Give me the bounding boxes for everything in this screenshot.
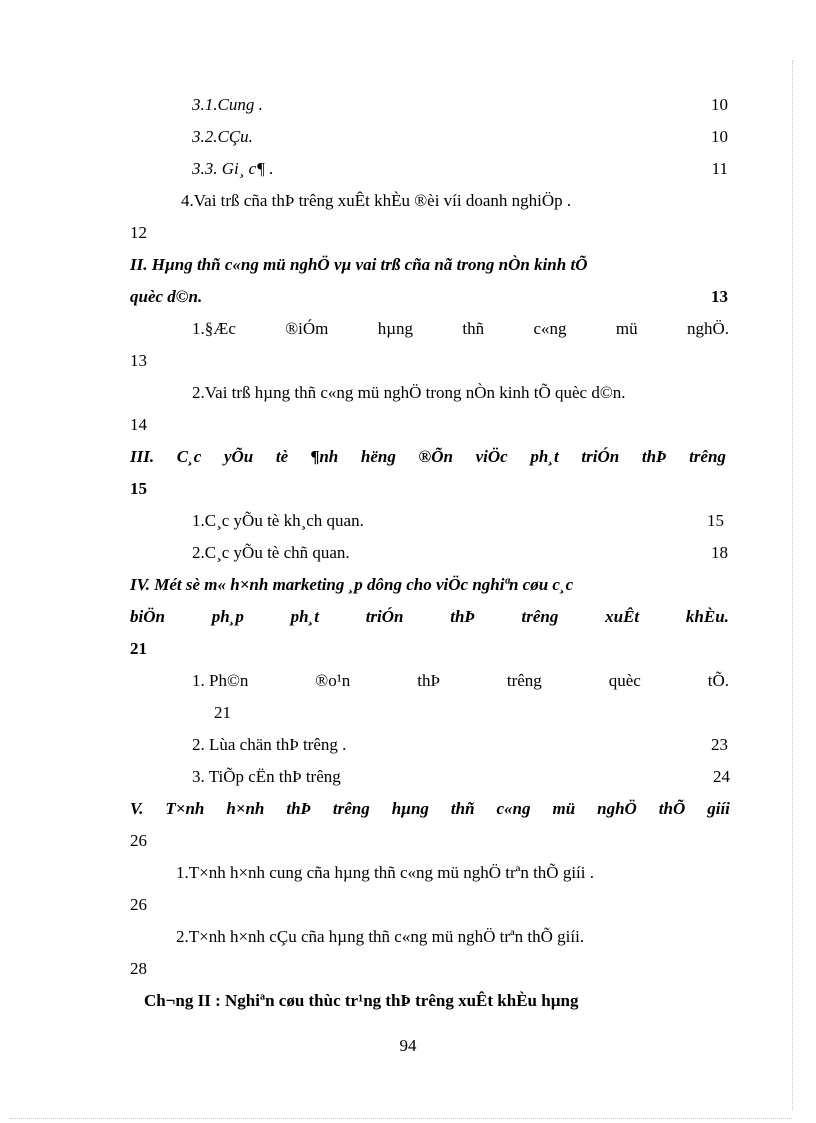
- page-border-right: [792, 60, 793, 1110]
- toc-section-iv-page: 21: [130, 639, 147, 658]
- page-number: 94: [399, 1036, 417, 1055]
- word: biÖn: [130, 607, 165, 626]
- toc-page-4: 12: [130, 223, 147, 242]
- toc-entry-ii-1: [192, 319, 729, 339]
- word: xuÊt: [605, 607, 640, 626]
- word: ®Õn: [418, 447, 453, 466]
- toc-page-iv-1: 21: [214, 703, 231, 722]
- word: mü: [552, 799, 576, 818]
- word: V.: [130, 799, 144, 818]
- toc-page-v-1: 26: [130, 895, 147, 914]
- word: C¸c: [176, 447, 202, 466]
- toc-entry-4: 4.Vai trß cña thÞ trêng xuÊt khÈu ®èi víi doanh nghiÖp .: [181, 191, 572, 210]
- word: nghÖ.: [686, 319, 729, 338]
- toc-page-v-2: 28: [130, 959, 147, 978]
- word: thñ: [450, 799, 475, 818]
- toc-section-iv-line2: [130, 607, 729, 627]
- toc-section-v: [130, 799, 730, 819]
- word: ph¸t: [530, 447, 559, 466]
- word: hëng: [360, 447, 396, 466]
- word: thñ: [462, 319, 485, 338]
- toc-section-iv-line1: IV. Mét sè m« h×nh marketing ¸p dông cho viÖc nghiªn cøu c¸c: [130, 575, 574, 594]
- word: c«ng: [533, 319, 567, 338]
- word: ph¸t: [290, 607, 319, 626]
- toc-entry-v-1: 1.T×nh h×nh cung cña hµng thñ c«ng mü nghÖ trªn thÕ giíi .: [176, 863, 595, 882]
- toc-page-iv-3: 24: [713, 767, 730, 786]
- toc-page-3-3: 11: [711, 159, 728, 178]
- toc-chapter-ii: Ch¬ng II : Nghiªn cøu thùc tr¹ng thÞ trêng xuÊt khÈu hµng: [144, 991, 579, 1010]
- word: triÓn: [365, 607, 404, 626]
- word: viÖc: [475, 447, 508, 466]
- toc-page-3-1: 10: [711, 95, 728, 114]
- word: T×nh: [165, 799, 205, 818]
- toc-entry-3-2: 3.2.CÇu.: [192, 127, 253, 146]
- word: trêng: [332, 799, 370, 818]
- toc-section-iii: [130, 447, 726, 467]
- toc-page-ii-2: 14: [130, 415, 147, 434]
- toc-section-ii-line1: II. Hµng thñ c«ng mü nghÖ vµ vai trß cña nã trong nÒn kinh tÕ: [130, 255, 588, 274]
- word: ®o¹n: [315, 671, 351, 690]
- word: tè: [275, 447, 289, 466]
- toc-entry-iii-1: 1.C¸c yÕu tè kh¸ch quan.: [192, 511, 364, 530]
- word: hµng: [377, 319, 414, 338]
- toc-entry-ii-2: 2.Vai trß hµng thñ c«ng mü nghÖ trong nÒn kinh tÕ quèc d©n.: [192, 383, 626, 402]
- word: h×nh: [226, 799, 265, 818]
- word: c«ng: [496, 799, 531, 818]
- page-border-bottom: [10, 1118, 792, 1119]
- word: 1. Ph©n: [192, 671, 249, 690]
- toc-section-iii-page: 15: [130, 479, 147, 498]
- word: mü: [615, 319, 638, 338]
- word: 1.§Æc: [192, 319, 236, 338]
- toc-entry-3-3: 3.3. Gi¸ c¶ .: [192, 159, 274, 178]
- word: trêng: [506, 671, 542, 690]
- word: tÕ.: [707, 671, 729, 690]
- word: quèc: [608, 671, 641, 690]
- word: thÞ: [286, 799, 311, 818]
- word: thÞ: [417, 671, 440, 690]
- toc-section-ii-page: 13: [711, 287, 728, 306]
- toc-entry-3-1: 3.1.Cung .: [192, 95, 263, 114]
- word: nghÖ: [597, 799, 637, 818]
- word: khÈu.: [685, 607, 729, 626]
- toc-section-v-page: 26: [130, 831, 147, 850]
- word: ®iÓm: [285, 319, 329, 338]
- word: thÞ: [450, 607, 475, 626]
- toc-page-iv-2: 23: [711, 735, 728, 754]
- toc-entry-v-2: 2.T×nh h×nh cÇu cña hµng thñ c«ng mü nghÖ trªn thÕ giíi.: [176, 927, 585, 946]
- word: ph¸p: [211, 607, 244, 626]
- toc-entry-iv-2: 2. Lùa chän thÞ trêng .: [192, 735, 347, 754]
- toc-page-iii-2: 18: [711, 543, 728, 562]
- toc-section-ii-line2: quèc d©n.: [130, 287, 203, 306]
- toc-page-3-2: 10: [711, 127, 728, 146]
- word: trêng: [521, 607, 559, 626]
- word: III.: [130, 447, 155, 466]
- word: giíi: [707, 799, 730, 818]
- toc-entry-iv-1: [192, 671, 729, 691]
- word: ¶nh: [310, 447, 339, 466]
- toc-page-iii-1: 15: [707, 511, 724, 530]
- toc-entry-iii-2: 2.C¸c yÕu tè chñ quan.: [192, 543, 350, 562]
- toc-page-ii-1: 13: [130, 351, 147, 370]
- word: thÞ: [641, 447, 667, 466]
- word: yÕu: [223, 447, 254, 466]
- toc-entry-iv-3: 3. TiÕp cËn thÞ trêng: [192, 767, 341, 786]
- word: thÕ: [658, 799, 686, 818]
- word: trêng: [689, 447, 726, 466]
- word: hµng: [391, 799, 429, 818]
- word: triÓn: [581, 447, 620, 466]
